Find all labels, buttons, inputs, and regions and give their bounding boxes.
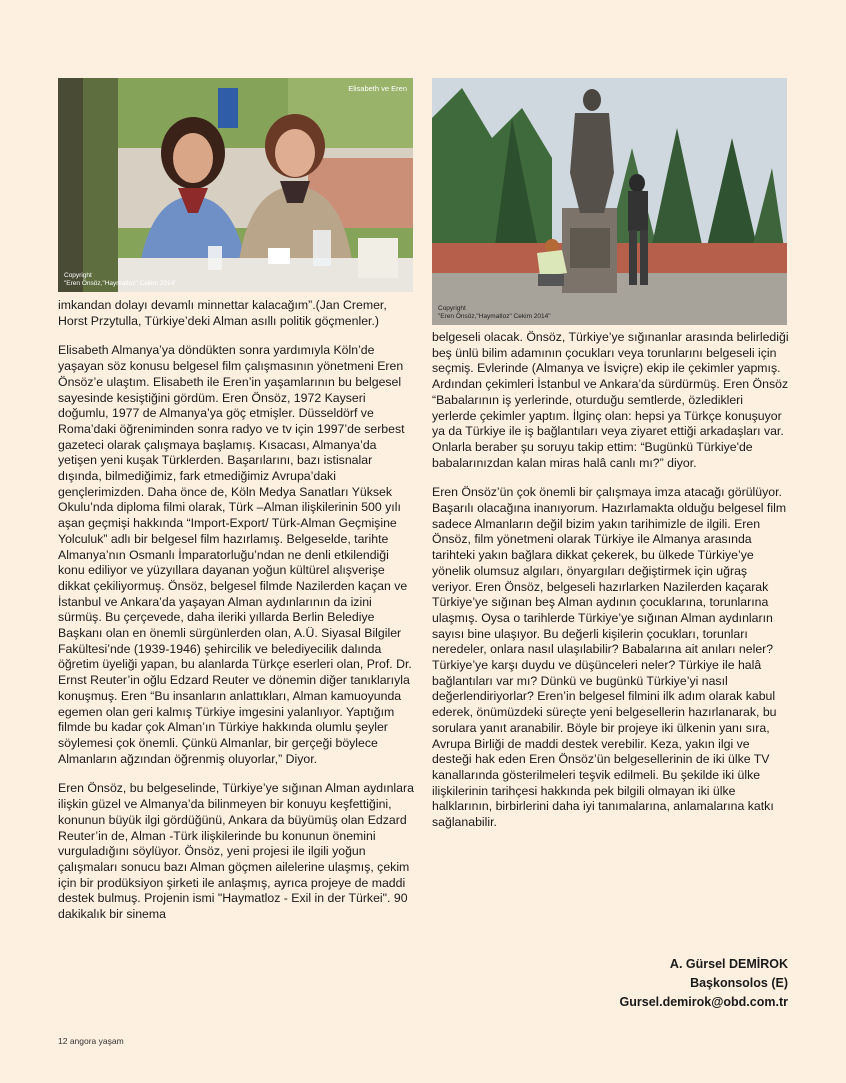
- copyright-label: Copyright: [64, 272, 92, 279]
- photo-caption: Elisabeth ve Eren: [348, 84, 407, 93]
- author-signature: [620, 955, 788, 1012]
- paragraph: Eren Önsöz’ün çok önemli bir çalışmaya imza atacağı görülüyor. Başarılı olacağına inanıyorum. Hazırlamakta olduğu belgesel film sadece Almanların değil bizim yakın tarihimizle de ilgili. Eren Önsöz, film yönetmeni olarak Türkiye ile Almanya arasında tarihteki yakın bağlara dikkat çekerek, bu ülkede Türkiye’ye yönelik olumsuz algıları, önyargıları değiştirmek için uğraş veriyor. Eren Önsöz, belgeseli hazırlarken Nazilerden kaçarak Türkiye’ye sığınan beş Alman aydının çocuklarına, torunlarına ulaşmış. Oysa o tarihlerde Türkiye’ye sığınan Alman aydınların sayısı bine ulaşıyor. Bu değerli kişilerin çocukları, torunları neredeler, onlara nasıl ulaşılabilir? Babalarına ait anıları neler? Türkiye’ye karşı duydu ve düşünceleri neler? Türkiye ile halâ bağlantıları var mı? Dünkü ve bugünkü Türkiye’yi nasıl değerlendiriyorlar? Eren’in belgesel filmini ilk adım olarak kabul ederek, önümüzdeki süreçte yeni belgesellerin hazırlanarak, bu sorulara yanıt aranabilir. Böyle bir projeye iki ülkenin yanı sıra, Avrupa Birliği de maddi destek verebilir. Keza, yakın ilgi ve desteği hak eden Eren Önsöz’ün belgesellerinin de iki ülke TV kanallarında gösterilmeleri teşvik edilmeli. Bu şekilde iki ülke ilişkilerinin tarihçesi hakkında pek bilgili olmayan iki ülke halklarının, birbirlerini daha iyi tanımalarına, anlamalarına katkı sağlanabilir.: [432, 485, 787, 830]
- author-title: Başkonsolos (E): [690, 976, 788, 990]
- photo-copyright: [64, 272, 177, 288]
- page-footer: 12 angora yaşam: [58, 1036, 124, 1046]
- copyright-label: Copyright: [438, 305, 466, 312]
- copyright-credit: "Eren Önsöz,"Haymatloz" Cekim 2014": [438, 313, 551, 320]
- photo-elisabeth-eren: [58, 78, 413, 292]
- paragraph: Eren Önsöz, bu belgeselinde, Türkiye’ye sığınan Alman aydınlara ilişkin güzel ve Almanya’da bilinmeyen bir konuyu keşfettiğini, konunun büyük ilgi gördüğünü, Ankara da büyümüş olan Edzard Reuter’in de, Alman -Türk ilişkilerinde bu konunun önemini vurguladığını söylüyor. Önsöz, yeni projesi ile ilgili yoğun çalışmaları sonucu bazı Alman göçmen ailelerine ulaşmış, çekim için bir prodüksiyon şirketi ile anlaşmış, ayrıca projeye de maddi destek bulmuş. Projenin ismi "Haymatloz - Exil in der Türkei". 90 dakikalık bir sinema: [58, 781, 414, 922]
- copyright-credit: "Eren Önsöz,"Haymatloz" Cekim 2014": [64, 280, 177, 287]
- article-column-left: [58, 298, 418, 937]
- paragraph: imkandan dolayı devamlı minnettar kalacağım”.(Jan Cremer, Horst Przytulla, Türkiye’deki Alman asıllı politik göçmenler.): [58, 298, 387, 328]
- photo-scene: [58, 78, 413, 292]
- article-column-right: [432, 330, 790, 845]
- author-name: A. Gürsel DEMİROK: [669, 957, 788, 971]
- paragraph: Elisabeth Almanya’ya döndükten sonra yardımıyla Köln’de yaşayan söz konusu belgesel film çalışmasının yönetmeni Eren Önsöz’e ulaştım. Elisabeth ile Eren’in yaşamlarının bu belgesel sayesinde kesiştiğini gördüm. Eren Önsöz, 1972 Kayseri doğumlu, 1977 de Almanya’ya göç etmişler. Düsseldörf ve Roma’daki öğreniminden sonra radyo ve tv için 1997’de serbest gazeteci olarak çalışmaya başlamış. Kısacası, Almanya’da yetişen yeni kuşak Türklerden. Başarılarını, bazı istisnalar dışında, bilmediğimiz, fark etmediğimiz Avrupa’daki gençlerimizden. Daha önce de, Köln Medya Sanatları Yüksek Okulu’nda diploma filmi olarak, Türk –Alman ilişkilerinin 500 yılı aşan geçmişi hakkında “Import-Export/ Türk-Alman Geçmişine Yolculuk” adlı bir belgesel film hazırlamış. Belgeselde, tarihte Almanya’nın Osmanlı İmparatorluğu’ndan ne denli etkilendiği konu ediliyor ve yüzyıllara dayanan yoğun kültürel alışverişe dikkat çekiliyormuş. Önsöz, belgesel filmde Nazilerden kaçan ve İstanbul ve Ankara’da yaşayan Alman aydınlarının da izini sürmüş. Bu çerçevede, daha ileriki yıllarda Berlin Belediye Başkanı olan en önemli sürgünlerden olan, A.Ü. Siyasal Bilgiler Fakültesi’nde (1939-1946) şehircilik ve belediyecilik dalında öğretim üyeliği yapan, bu alanlarda Türkçe eserleri olan, Prof. Dr. Ernst Reuter’in oğlu Edzard Reuter ve dönemin diğer tanıklarıyla konuşmuş. Eren “Bu insanların anlattıkları, Alman kamuoyunda egemen olan geri kalmış Türkiye imgesini yalanlıyor. Yaptığım filmde bu kadar çok Alman’ın Türkiye hakkında olumlu şeyler söylemesi çok önemli. Çünkü Almanlar, bir gerçeği böylece Almanların ağzından öğrenmiş oluyorlar,” Diyor.: [58, 343, 412, 766]
- paragraph: belgeseli olacak. Önsöz, Türkiye’ye sığınanlar arasında belirlediği beş ünlü bilim adamının çocukları veya torunlarını belgeseli için seçmiş. Evlerinde (Almanya ve İsviçre) ekip ile çekimler yapmış. Ardından çekimleri İstanbul ve Ankara’da sürdürmüş. Eren Önsöz “Babalarının iş yerlerinde, oturduğu semtlerde, özledikleri yerlerde çekimler yaptım. İlginç olan: hepsi ya Türkçe konuşuyor ya da Türkiye ile iş bağlantıları veya ziyaret ettiği arkadaşları var. Onlarla beraber şu soruyu takip ettim: “Bugünkü Türkiye'de babalarınızdan kalan miras halâ canlı mı?” diyor.: [432, 330, 789, 470]
- photo-scene: [432, 78, 787, 325]
- author-email: Gursel.demirok@obd.com.tr: [619, 995, 788, 1009]
- photo-statue: [432, 78, 787, 325]
- photo-copyright: [438, 305, 551, 321]
